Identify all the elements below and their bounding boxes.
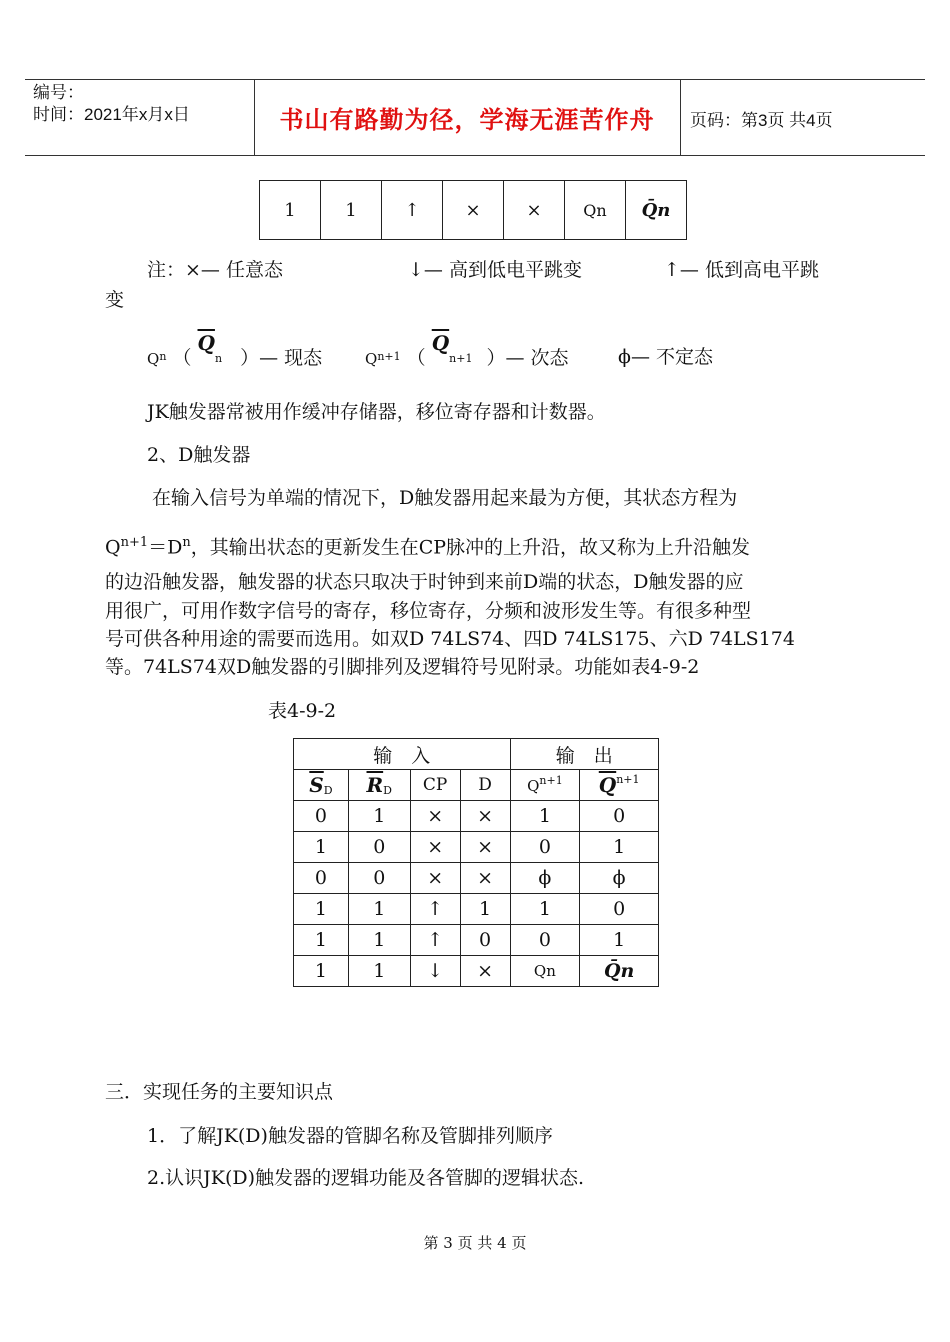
d-paragraph-line4: 用很广，可用作数字信号的寄存，移位寄存，分频和波形发生等。有很多种型 (105, 600, 752, 622)
section3-title: 三．实现任务的主要知识点 (105, 1081, 334, 1103)
jk-cell: 1 (321, 181, 382, 240)
note-rising-edge: ↑— 低到高电平跳 (664, 259, 819, 281)
header-q: $Q^{n+1}$ (510, 770, 580, 801)
jk-cell: × (504, 181, 565, 240)
jk-cell: 1 (260, 181, 321, 240)
d-paragraph-line6: 等。74LS74双D触发器的引脚排列及逻辑符号见附录。功能如表4-9-2 (105, 656, 700, 678)
jk-cell: ↑ (382, 181, 443, 240)
d-paragraph-line2: $Q^{n+1}=D^n$，其输出状态的更新发生在CP脉冲的上升沿，故又称为上升沿触发 (105, 535, 751, 559)
d-paragraph-line5: 号可供各种用途的需要而选用。如双D 74LS74、四D 74LS175、六D 74LS174 (105, 628, 795, 650)
group-input-header: 输 入 (294, 739, 511, 770)
header-d: D (460, 770, 510, 801)
table-row: 0 0 × × ϕ ϕ (294, 863, 659, 894)
table-row: 0 1 × × 1 0 (294, 801, 659, 832)
note-undefined-state: ϕ— 不定态 (618, 346, 713, 368)
header-top-rule (25, 79, 925, 80)
table-caption: 表4-9-2 (268, 700, 337, 722)
d-paragraph-line1: 在输入信号为单端的情况下，D触发器用起来最为方便，其状态方程为 (152, 487, 738, 509)
jk-table-row (259, 180, 687, 240)
table-row: 1 1 ↑ 0 0 1 (294, 925, 659, 956)
jk-cell: Qn (565, 181, 626, 240)
time-label: 时间：2021年x月x日 (33, 105, 190, 124)
header-qbar: $\overline{Q}^{n+1}$ (580, 770, 659, 801)
note-falling-edge: ↓— 高到低电平跳变 (408, 259, 582, 281)
number-label: 编号： (33, 83, 84, 102)
group-output-header: 输 出 (510, 739, 659, 770)
note-any-state: 注：×— 任意态 (147, 259, 283, 281)
table-row: 1 1 ↓ × Qn Q̄n (294, 956, 659, 987)
header-divider-2 (680, 80, 681, 155)
header-rd: $\overline{R}D$ (348, 770, 410, 801)
d-function-table (293, 738, 659, 987)
d-flipflop-heading: 2、D触发器 (147, 444, 251, 466)
jk-cell: × (443, 181, 504, 240)
jk-usage: JK触发器常被用作缓冲存储器，移位寄存器和计数器。 (147, 401, 606, 423)
note-current-state: $Q^n$ （ $\overline{Q}n$ ）— 现态 (147, 331, 323, 369)
jk-cell: Q̄n (626, 181, 687, 240)
d-paragraph-line3: 的边沿触发器，触发器的状态只取决于时钟到来前D端的状态，D触发器的应 (105, 571, 744, 593)
section3-item1: 1．了解JK(D)触发器的管脚名称及管脚排列顺序 (147, 1125, 553, 1147)
footer-page-number: 第 3 页 共 4 页 (423, 1234, 527, 1252)
header-sd: $\overline{S}D$ (294, 770, 349, 801)
header-cp: CP (410, 770, 460, 801)
motto: 书山有路勤为径，学海无涯苦作舟 (279, 107, 655, 134)
table-row: 1 0 × × 0 1 (294, 832, 659, 863)
section3-item2: 2.认识JK(D)触发器的逻辑功能及各管脚的逻辑状态. (147, 1167, 585, 1189)
header-bottom-rule (25, 155, 925, 156)
note-rising-edge-wrap: 变 (105, 289, 125, 311)
table-row: 1 1 ↑ 1 1 0 (294, 894, 659, 925)
page-info: 页码：第3页 共4页 (690, 111, 833, 130)
header-divider-1 (254, 80, 255, 155)
note-next-state: $Q^{n+1}$ （ $\overline{Q}n+1$ ）— 次态 (365, 331, 569, 369)
